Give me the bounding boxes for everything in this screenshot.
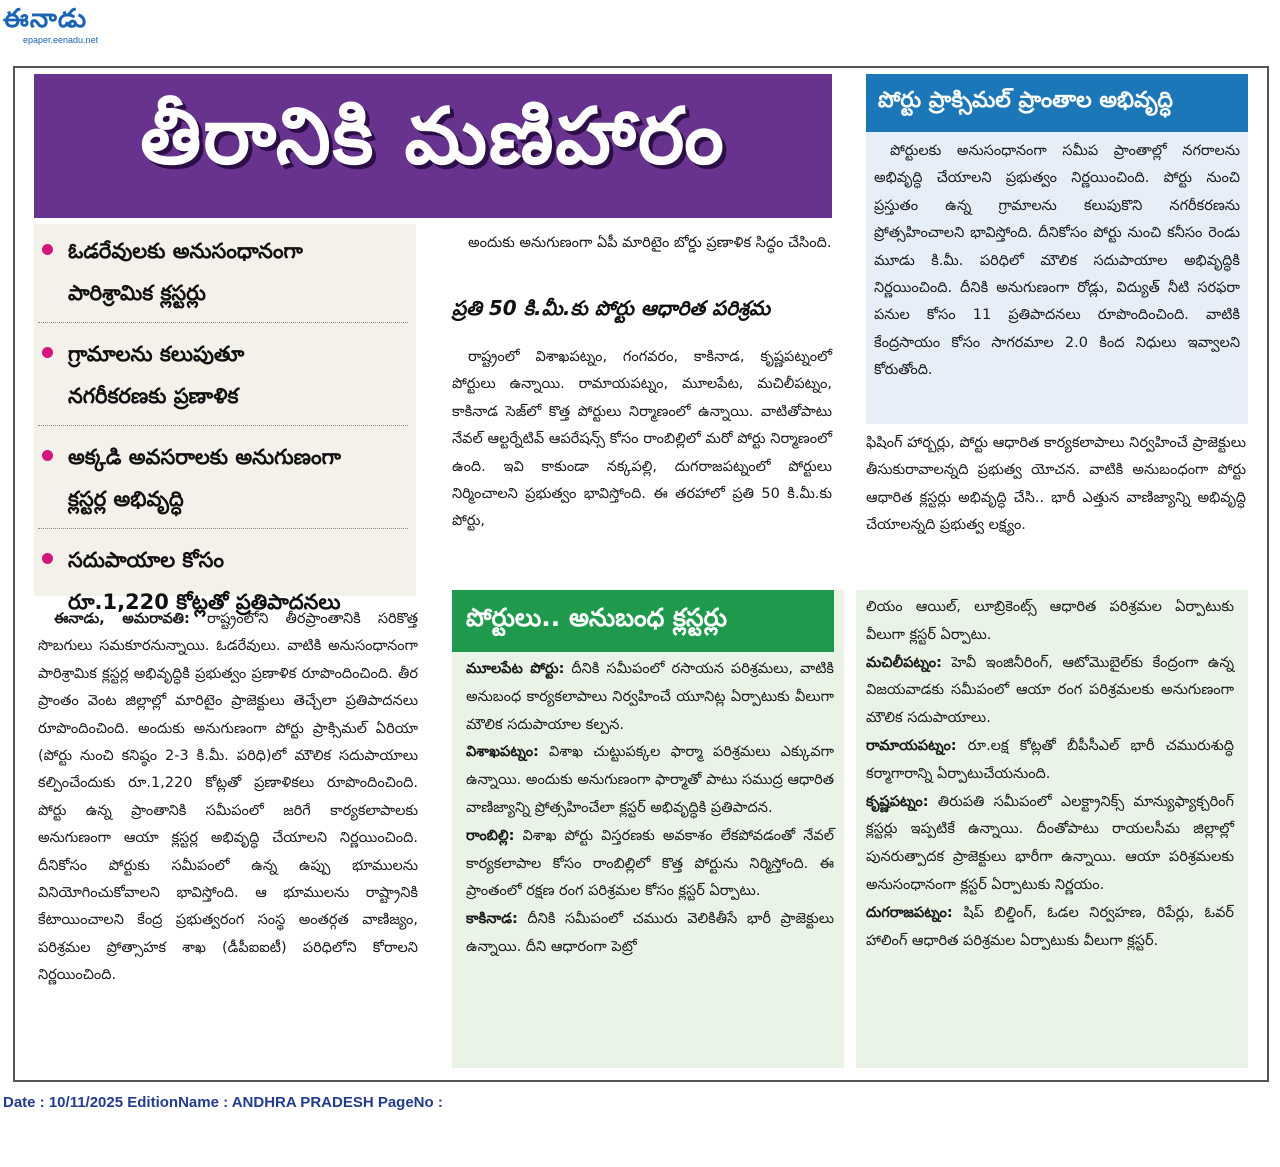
body-text: రాష్ట్రంలోని తీరప్రాంతానికి సరికొత్త సొబగులు సమకూరనున్నాయి. ఓడరేవులు. వాటికి అనుసంధానంగా పారిశ్రామిక క్లస్టర్ల అభివృద్ధికి ప్రభుత్వం ప్రణాళిక రూపొందించింది. తీర ప్రాంతం వెంట జిల్లాల్లో మారిటైం ప్రాజెక్టులు తెచ్చేలా ప్రతిపాదనలు రూపొందించింది. అందుకు అనుగుణంగా పోర్టు ప్రాక్సిమల్ ఏరియా (పోర్టు నుంచి కనిష్ఠం 2-3 కి.మీ. పరిధి)లో మౌలిక సదుపాయాలు కల్పించేందుకు రూ.1,220 కోట్లతో ప్రణాళికలు రూపొందించింది. పోర్టు ఉన్న ప్రాంతానికి సమీపంలో జరిగే కార్యకలాపాలకు అనుగుణంగా ఆయా క్లస్టర్ల అభివృద్ధి చేయాలని నిర్ణయించింది. దీనికోసం పోర్టుకు సమీపంలో ఉన్న ఉప్పు భూములను వినియోగించుకోవాలని భావిస్తోంది. ఆ భూములను రాష్ట్రానికి కేటాయించాలని కేంద్ర ప్రభుత్వరంగ సంస్థ అంతర్గత వాణిజ్యం, పరిశ్రమల ప్రోత్సాహక శాఖ (డీపీఐఐటీ) పరిధిలోని కోరాలని నిర్ణయించింది. — [38, 611, 418, 984]
body-text: అందుకు అనుగుణంగా ఏపీ మారిటైం బోర్డు ప్రణాళిక సిద్ధం చేసింది. — [468, 235, 832, 251]
bullet-icon — [42, 553, 53, 564]
cluster-label: దుగరాజపట్నం: — [866, 904, 953, 921]
highlight-line: అక్కడి అవసరాలకు అనుగుణంగా — [68, 445, 341, 469]
cluster-text: విశాఖ పోర్టు విస్తరణకు అవకాశం లేకపోవడంతో నేవల్ కార్యకలాపాల కోసం రాంబిల్లిలో కొత్త పోర్టును నిర్మిస్తోంది. ఈ ప్రాంతంలో రక్షణ రంగ పరిశ్రమల కోసం క్లస్టర్ ఏర్పాటు. — [466, 827, 834, 900]
clusters-box-continued-body — [866, 594, 1234, 955]
article-body-column-3 — [866, 430, 1246, 540]
clusters-box — [452, 590, 844, 1068]
article-headline-banner — [34, 74, 832, 218]
article-body-column-1 — [38, 606, 418, 990]
cluster-text: తిరుపతి సమీపంలో ఎలక్ట్రానిక్స్ మాన్యుఫ్యాక్చరింగ్ క్లస్టర్లు ఇప్పటికే ఉన్నాయి. దీంతోపాటు రాయలసీమ జిల్లాల్లో పునరుత్పాదక ప్రాజెక్టులు భారీగా ఉన్నాయి. ఆయా పరిశ్రమలకు అనుసంధానంగా క్లస్టర్ ఏర్పాటుకు నిర్ణయం. — [866, 793, 1234, 893]
cluster-label: కృష్ణపట్నం: — [866, 793, 929, 810]
body-text: రాష్ట్రంలో విశాఖపట్నం, గంగవరం, కాకినాడ, కృష్ణపట్నంలో పోర్టులు ఉన్నాయి. రామాయపట్నం, మూలపేట, మచిలీపట్నం, కాకినాడ సెజ్‌లో కొత్త పోర్టులు నిర్మాణంలో ఉన్నాయి. వాటితోపాటు నేవల్ ఆల్టర్నేటివ్ ఆపరేషన్స్ కోసం రాంబిల్లిలో మరో పోర్టు నిర్మాణంలో ఉంది. ఇవి కాకుండా నక్కపల్లి, దుగరాజపట్నంలో పోర్టులు నిర్మించాలని ప్రభుత్వం భావిస్తోంది. ఈ తరహాలో ప్రతి 50 కి.మీ.కు పోర్టు, — [452, 349, 832, 530]
logo-wordmark: ఈనాడు — [3, 4, 88, 34]
cluster-text: షిప్ బిల్డింగ్, ఓడల నిర్వహణ, రిపేర్లు, ఓవర్ హాలింగ్ ఆధారిత పరిశ్రమల ఏర్పాటుకు వీలుగా క్లస్టర్. — [866, 904, 1234, 949]
body-text: పోర్టులకు అనుసంధానంగా సమీప ప్రాంతాల్లో నగరాలను అభివృద్ధి చేయాలని ప్రభుత్వం నిర్ణయించింది. పోర్టు నుంచి ప్రస్తుతం ఉన్న గ్రామాలను కలుపుకొని నగరీకరణను ప్రోత్సహించాలని భావిస్తోంది. దీనికోసం పోర్టు నుంచి కనీసం రెండు మూడు కి.మీ. పరిధిలో మౌలిక సదుపాయాల అభివృద్ధికి నిర్ణయించింది. దీనికి అనుగుణంగా రోడ్లు, విద్యుత్ నీటి సరఫరా పనుల కోసం 11 ప్రతిపాదనలు రూపొందించింది. వాటికి కేంద్రసాయం కోసం సాగరమాల 2.0 కింద నిధులు ఇవ్వాలని కోరుతోంది. — [874, 143, 1240, 379]
proximal-development-box — [866, 74, 1248, 424]
proximal-box-body — [874, 138, 1240, 385]
cluster-label: మచిలీపట్నం: — [866, 654, 942, 671]
highlight-line: ఓడరేవులకు అనుసంధానంగా — [68, 239, 303, 263]
highlight-item — [38, 230, 408, 323]
dateline: ఈనాడు, అమరావతి: — [54, 611, 190, 627]
bullet-icon — [42, 347, 53, 358]
cluster-text: దీనికి సమీపంలో రసాయన పరిశ్రమలు, వాటికి అనుబంధ కార్యకలాపాలు నిర్వహించే యూనిట్ల ఏర్పాటుకు వీలుగా మౌలిక సదుపాయాల కల్పన. — [466, 661, 834, 733]
highlight-line: గ్రామాలను కలుపుతూ — [68, 342, 245, 366]
cluster-text: హెవీ ఇంజినీరింగ్, ఆటోమొబైల్‌కు కేంద్రంగా ఉన్న విజయవాడకు సమీపంలో ఆయా రంగ పరిశ్రమలకు అనుగుణంగా మౌలిక సదుపాయాలు. — [866, 654, 1234, 727]
eenadu-logo[interactable] — [3, 3, 127, 47]
highlight-item — [38, 436, 408, 529]
highlight-item — [38, 333, 408, 426]
cluster-text: లియం ఆయిల్, లూబ్రికెంట్స్ ఆధారిత పరిశ్రమల ఏర్పాటుకు వీలుగా క్లస్టర్ ఏర్పాటు. — [866, 599, 1234, 643]
cluster-label: కాకినాడ: — [466, 911, 518, 928]
highlight-line: క్లస్టర్ల అభివృద్ధి — [68, 487, 184, 511]
cluster-label: రాంబిల్లి: — [466, 827, 515, 844]
highlight-line: పారిశ్రామిక క్లస్టర్లు — [68, 281, 206, 305]
logo-url: epaper.eenadu.net — [23, 35, 99, 45]
edition-footer: Date : 10/11/2025 EditionName : ANDHRA PRADESH PageNo : — [3, 1094, 443, 1111]
article-headline: తీరానికి మణిహారం — [140, 91, 726, 182]
cluster-text: దీనికి సమీపంలో చమురు వెలికితీసే భారీ ప్రాజెక్టులు ఉన్నాయి. దీని ఆధారంగా పెట్రో — [466, 911, 834, 955]
highlight-line: నగరీకరణకు ప్రణాళిక — [68, 384, 239, 408]
highlights-box — [34, 224, 416, 614]
cluster-label: మూలపేట పోర్టు: — [466, 661, 565, 677]
article-body-column-2-top — [452, 230, 832, 257]
clusters-box-heading: పోర్టులు.. అనుబంధ క్లస్టర్లు — [452, 590, 834, 652]
body-text: ఫిషింగ్ హార్బర్లు, పోర్టు ఆధారిత కార్యకలాపాలు నిర్వహించే ప్రాజెక్టులు తీసుకురావాలన్నది ప్రభుత్వ యోచన. వాటికి అనుబంధంగా పోర్టు ఆధారిత క్లస్టర్లు అభివృద్ధి చేసి.. భారీ ఎత్తున వాణిజ్యాన్ని అభివృద్ధి చేయాలన్నది ప్రభుత్వ లక్ష్యం. — [866, 435, 1246, 534]
clusters-box-body — [466, 656, 834, 962]
section-subheading: ప్రతి 50 కి.మీ.కు పోర్టు ఆధారిత పరిశ్రమ — [452, 296, 771, 320]
cluster-text: విశాఖ చుట్టుపక్కల ఫార్మా పరిశ్రమలు ఎక్కువగా ఉన్నాయి. అందుకు అనుగుణంగా ఫార్మాతో పాటు సముద్ర ఆధారిత వాణిజ్యాన్ని ప్రోత్సహించేలా క్లస్టర్ అభివృద్ధికి ప్రతిపాదన. — [466, 744, 834, 816]
clusters-box-continued — [856, 590, 1248, 1068]
proximal-box-heading: పోర్టు ప్రాక్సిమల్ ప్రాంతాల అభివృద్ధి — [866, 74, 1248, 132]
highlight-line: సదుపాయాల కోసం — [68, 548, 225, 572]
bullet-icon — [42, 450, 53, 461]
cluster-text: రూ.లక్ష కోట్లతో బీపీసీఎల్ భారీ చమురుశుద్ధి కర్మాగారాన్ని ఏర్పాటుచేయనుంది. — [866, 737, 1234, 782]
highlight-line: రూ.1,220 కోట్లతో ప్రతిపాదనలు — [68, 590, 341, 614]
bullet-icon — [42, 244, 53, 255]
cluster-label: విశాఖపట్నం: — [466, 744, 539, 761]
cluster-label: రామాయపట్నం: — [866, 737, 957, 754]
article-body-column-2 — [452, 344, 832, 536]
